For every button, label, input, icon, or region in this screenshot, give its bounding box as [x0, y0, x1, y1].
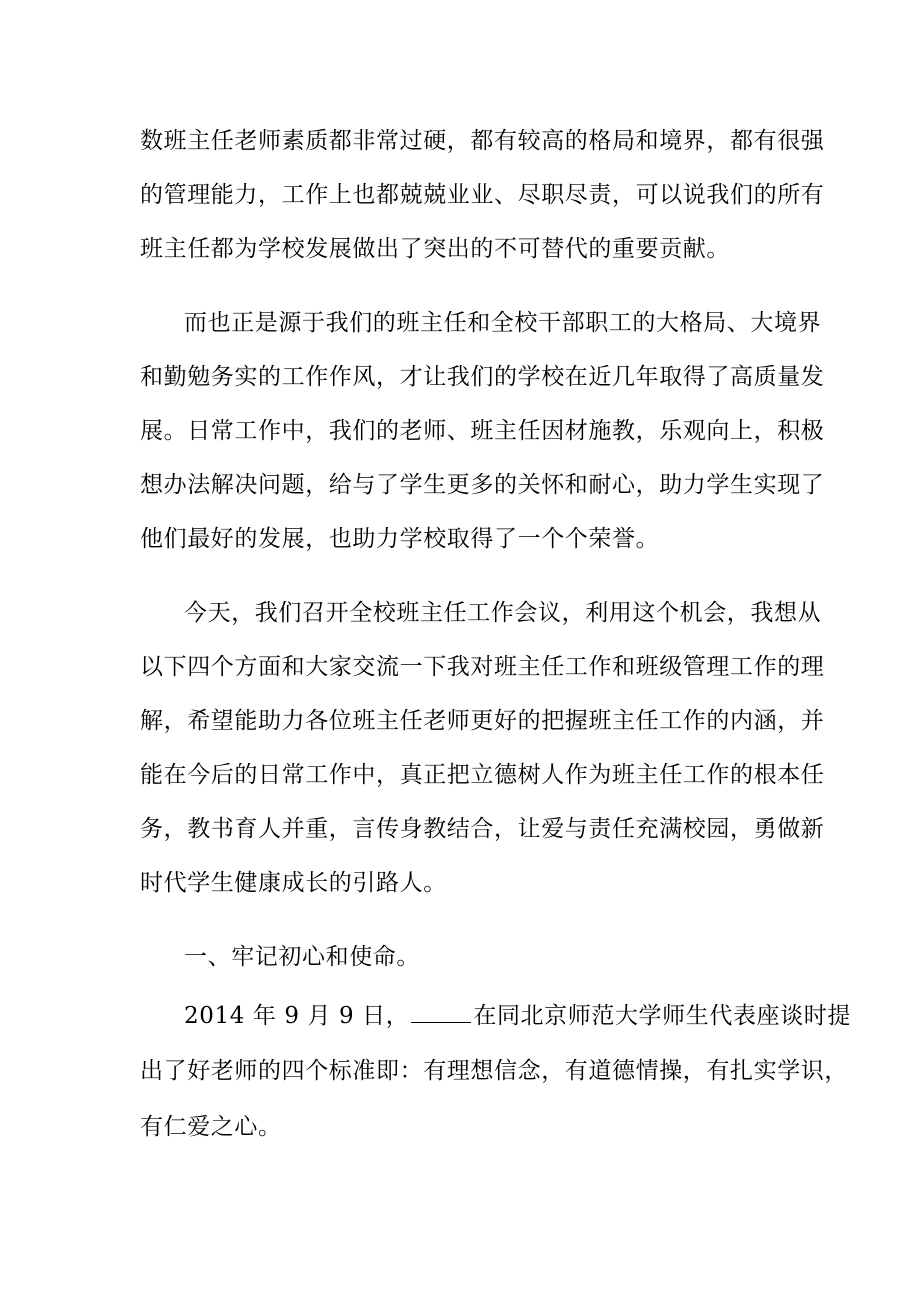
paragraph-3-line-5: 务，教书育人并重，言传身教结合，让爱与责任充满校园，勇做新: [140, 816, 825, 842]
paragraph-2-line-2: 和勤勉务实的工作作风，才让我们的学校在近几年取得了高质量发: [140, 364, 825, 390]
paragraph-3-line-2: 以下四个方面和大家交流一下我对班主任工作和班级管理工作的理: [140, 654, 825, 680]
paragraph-3-line-6: 时代学生健康成长的引路人。: [140, 870, 447, 896]
paragraph-2-line-4: 想办法解决问题，给与了学生更多的关怀和耐心，助力学生实现了: [140, 472, 825, 498]
paragraph-5-line-2: 出了好老师的四个标准即：有理想信念，有道德情操，有扎实学识，: [140, 1058, 848, 1084]
paragraph-3-line-1: 今天，我们召开全校班主任工作会议，利用这个机会，我想从: [184, 600, 822, 626]
paragraph-2-line-1: 而也正是源于我们的班主任和全校干部职工的大格局、大境界: [184, 310, 822, 336]
paragraph-1-line-3: 班主任都为学校发展做出了突出的不可替代的重要贡献。: [140, 236, 730, 262]
paragraph-5-line-1: [184, 1000, 851, 1031]
paragraph-3-line-3: 解，希望能助力各位班主任老师更好的把握班主任工作的内涵，并: [140, 708, 825, 734]
paragraph-1-line-1: 数班主任老师素质都非常过硬，都有较高的格局和境界，都有很强: [140, 128, 825, 154]
blank-underline: [411, 1000, 471, 1023]
paragraph-1-line-2: 的管理能力，工作上也都兢兢业业、尽职尽责，可以说我们的所有: [140, 182, 825, 208]
date-text: 2014 年 9 月 9 日，: [184, 1003, 410, 1029]
paragraph-5-line-3: 有仁爱之心。: [140, 1114, 282, 1140]
paragraph-3-line-4: 能在今后的日常工作中，真正把立德树人作为班主任工作的根本任: [140, 762, 825, 788]
section-heading: 一、牢记初心和使命。: [184, 944, 420, 970]
paragraph-2-line-5: 他们最好的发展，也助力学校取得了一个个荣誉。: [140, 526, 660, 552]
paragraph-5-line-1-rest: 在同北京师范大学师生代表座谈时提: [473, 1003, 851, 1029]
paragraph-2-line-3: 展。日常工作中，我们的老师、班主任因材施教，乐观向上，积极: [140, 418, 825, 444]
